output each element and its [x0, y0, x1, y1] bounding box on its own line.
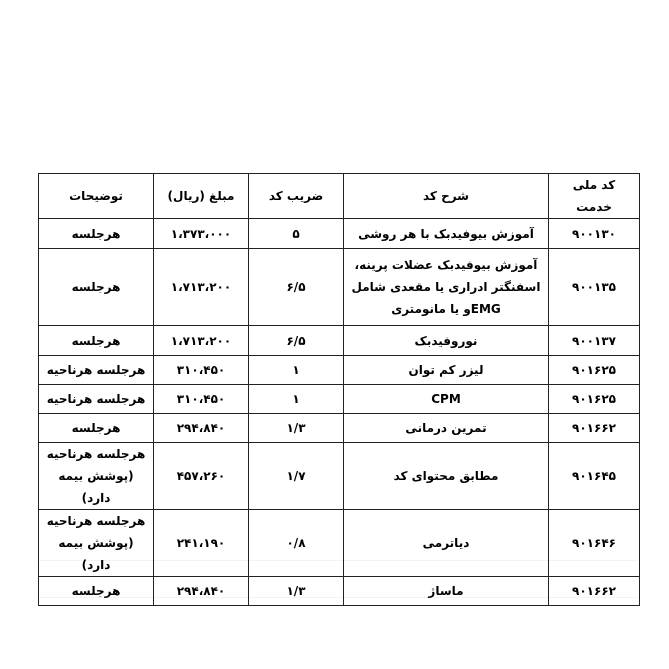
cell-notes: هرجلسه هرناحیه (پوشش بیمه دارد) — [39, 443, 154, 510]
cell-code: ۹۰۱۶۶۲ — [549, 414, 640, 443]
table-row — [39, 510, 640, 577]
cell-coefficient: ۱/۷ — [249, 443, 344, 510]
cell-code: ۹۰۱۶۶۲ — [549, 577, 640, 606]
cell-description: آموزش بیوفیدبک عضلات پرینه، اسفنگتر ادراری یا مقعدی شامل EMGو یا مانومتری — [344, 249, 549, 326]
cell-coefficient: ۵ — [249, 219, 344, 249]
cell-code: ۹۰۱۶۲۵ — [549, 385, 640, 414]
cell-coefficient: ۱ — [249, 356, 344, 385]
cell-amount: ۱،۷۱۳،۲۰۰ — [154, 249, 249, 326]
cell-coefficient: ۱/۳ — [249, 577, 344, 606]
header-notes: توضیحات — [39, 174, 154, 219]
cell-amount: ۱،۷۱۳،۲۰۰ — [154, 326, 249, 356]
header-coefficient: ضریب کد — [249, 174, 344, 219]
cell-notes: هرجلسه هرناحیه — [39, 356, 154, 385]
cell-code: ۹۰۱۶۴۶ — [549, 510, 640, 577]
cell-coefficient: ۶/۵ — [249, 249, 344, 326]
cell-notes: هرجلسه — [39, 326, 154, 356]
cell-coefficient: ۶/۵ — [249, 326, 344, 356]
table-header-row — [39, 174, 640, 219]
cell-notes: هرجلسه — [39, 577, 154, 606]
cell-notes: هرجلسه — [39, 219, 154, 249]
cell-notes: هرجلسه هرناحیه — [39, 385, 154, 414]
table-row — [39, 414, 640, 443]
cell-amount: ۲۹۴،۸۴۰ — [154, 577, 249, 606]
cell-notes: هرجلسه هرناحیه (پوشش بیمه دارد) — [39, 510, 154, 577]
cell-description: تمرین درمانی — [344, 414, 549, 443]
table-row — [39, 385, 640, 414]
cell-amount: ۳۱۰،۴۵۰ — [154, 356, 249, 385]
cell-coefficient: ۱ — [249, 385, 344, 414]
header-amount: مبلغ (ریال) — [154, 174, 249, 219]
cell-coefficient: ۰/۸ — [249, 510, 344, 577]
table-row — [39, 249, 640, 326]
cell-code: ۹۰۱۶۲۵ — [549, 356, 640, 385]
cell-code: ۹۰۰۱۳۷ — [549, 326, 640, 356]
table-row — [39, 577, 640, 606]
cell-notes: هرجلسه — [39, 249, 154, 326]
cell-amount: ۳۱۰،۴۵۰ — [154, 385, 249, 414]
cell-description: مطابق محتوای کد — [344, 443, 549, 510]
cell-amount: ۴۵۷،۲۶۰ — [154, 443, 249, 510]
service-tariff-table — [38, 173, 640, 606]
header-code: کد ملی خدمت — [549, 174, 640, 219]
cell-description: CPM — [344, 385, 549, 414]
cell-notes: هرجلسه — [39, 414, 154, 443]
cell-description: آموزش بیوفیدبک با هر روشی — [344, 219, 549, 249]
cell-amount: ۲۹۴،۸۴۰ — [154, 414, 249, 443]
cell-code: ۹۰۰۱۳۰ — [549, 219, 640, 249]
cell-code: ۹۰۱۶۴۵ — [549, 443, 640, 510]
header-description: شرح کد — [344, 174, 549, 219]
cell-code: ۹۰۰۱۳۵ — [549, 249, 640, 326]
cell-description: نوروفیدبک — [344, 326, 549, 356]
table-row — [39, 356, 640, 385]
cell-coefficient: ۱/۳ — [249, 414, 344, 443]
cell-description: ماساژ — [344, 577, 549, 606]
cell-description: لیزر کم توان — [344, 356, 549, 385]
cell-amount: ۲۴۱،۱۹۰ — [154, 510, 249, 577]
cell-amount: ۱،۳۷۳،۰۰۰ — [154, 219, 249, 249]
cell-description: دیاترمی — [344, 510, 549, 577]
table-row — [39, 443, 640, 510]
table-row — [39, 219, 640, 249]
table-row — [39, 326, 640, 356]
